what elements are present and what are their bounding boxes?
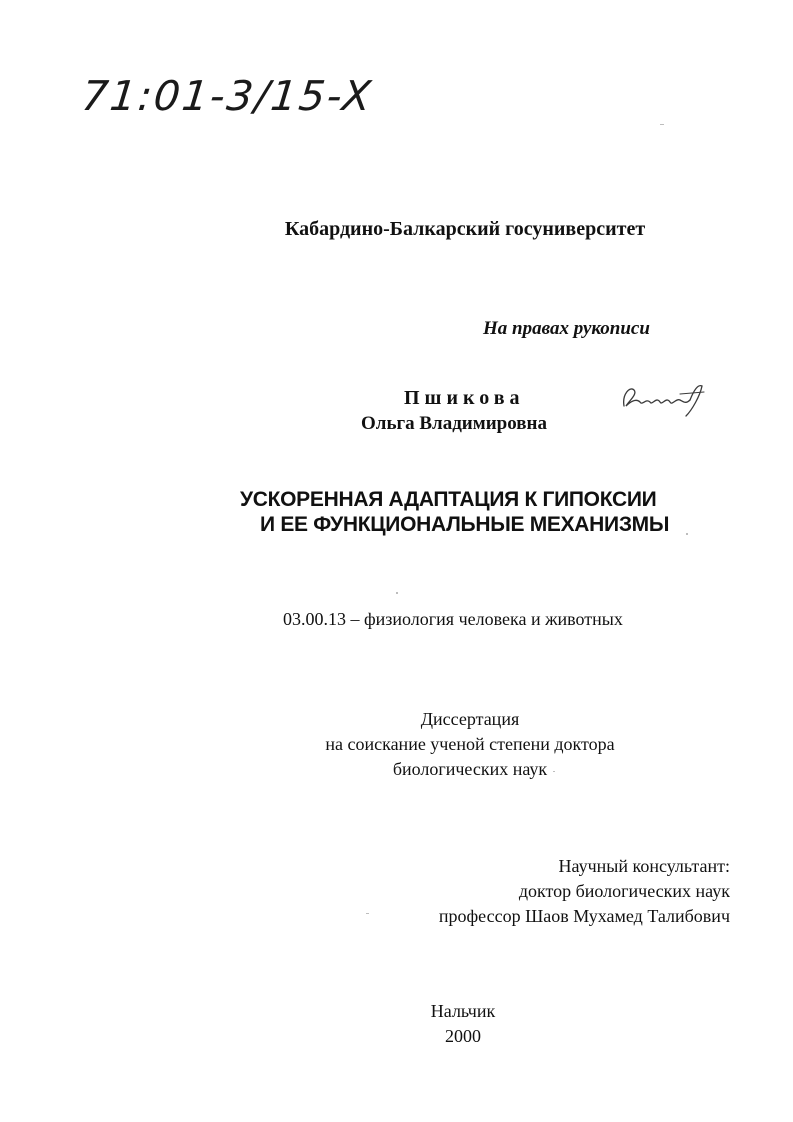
consultant-line-1: Научный консультант: bbox=[558, 856, 730, 876]
university-name: Кабардино-Балкарский госуниверситет bbox=[284, 218, 646, 240]
title-line-2: И ЕЕ ФУНКЦИОНАЛЬНЫЕ МЕХАНИЗМЫ bbox=[260, 513, 670, 536]
dissertation-line-2: на соискание ученой степени доктора bbox=[325, 734, 615, 754]
city: Нальчик bbox=[430, 1001, 496, 1021]
year: 2000 bbox=[445, 1026, 481, 1046]
title-line-1: УСКОРЕННАЯ АДАПТАЦИЯ К ГИПОКСИИ bbox=[240, 488, 657, 511]
dissertation-title bbox=[240, 487, 669, 537]
consultant-line-2: доктор биологических наук bbox=[518, 881, 730, 901]
specialty-code: 03.00.13 – физиология человека и животных bbox=[283, 609, 623, 629]
handwritten-signature bbox=[620, 380, 710, 420]
dissertation-line-1: Диссертация bbox=[420, 709, 520, 729]
dissertation-line-3: биологических наук bbox=[392, 759, 548, 779]
scan-speck bbox=[366, 913, 369, 914]
rights-note: На правах рукописи bbox=[483, 318, 650, 339]
author-given-names: Ольга Владимировна bbox=[361, 413, 547, 434]
scan-speck bbox=[396, 592, 398, 594]
scan-speck bbox=[660, 124, 664, 125]
catalog-number: 71:01-3/15-X bbox=[79, 72, 375, 120]
dissertation-degree bbox=[0, 707, 793, 782]
consultant-line-3: профессор Шаов Мухамед Талибович bbox=[438, 906, 730, 926]
scientific-consultant bbox=[439, 854, 730, 929]
scan-speck bbox=[686, 533, 688, 535]
author-surname: Пшикова bbox=[404, 387, 525, 409]
scan-speck bbox=[553, 771, 555, 772]
city-year bbox=[0, 999, 793, 1049]
